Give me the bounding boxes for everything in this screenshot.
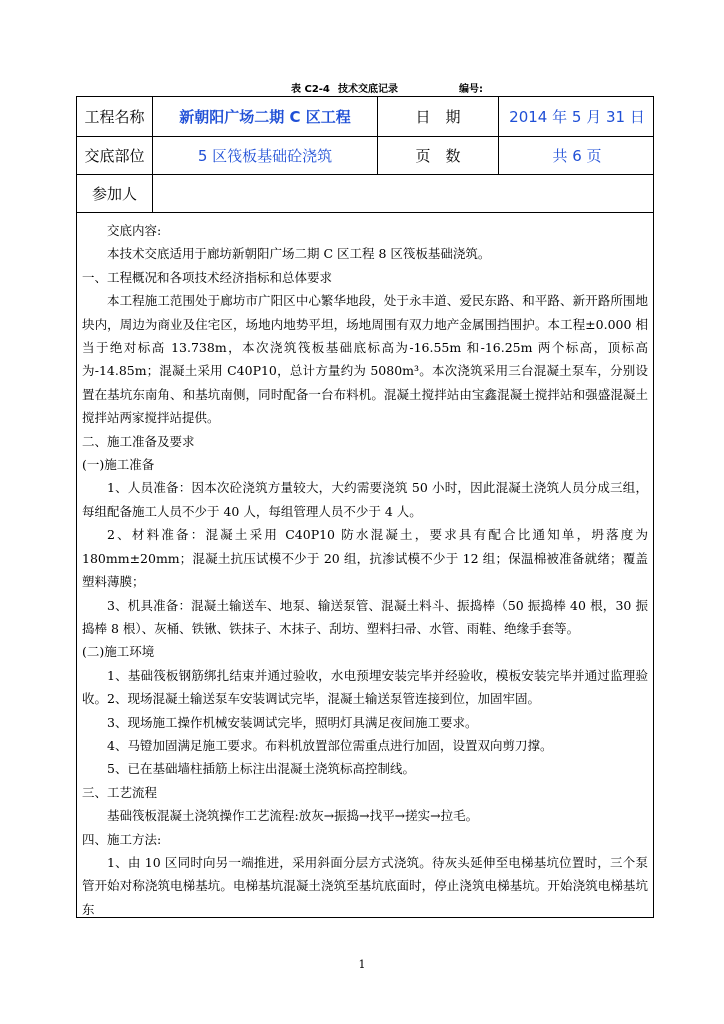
material-prep: 2、材料准备：混凝土采用 C40P10 防水混凝土，要求具有配合比通知单，坍落度为 180mm±20mm；混凝土抗压试模不少于 20 组，抗渗试模不少于 12 组；保温棉被准备就绪；覆盖塑料薄膜； bbox=[82, 527, 648, 590]
equipment-prep: 3、机具准备：混凝土输送车、地泵、输送泵管、混凝土料斗、振捣棒（50 振捣棒 40 根，30 振捣棒 8 根）、灰桶、铁锹、铁抹子、木抹子、刮坊、塑料扫帚、水管、雨鞋、绝缘手套等。 bbox=[82, 597, 648, 636]
environment-item-3: 3、现场施工操作机械安装调试完毕，照明灯具满足夜间施工要求。 bbox=[107, 714, 478, 730]
record-sheet bbox=[76, 96, 654, 918]
project-value: 新朝阳广场二期 C 区工程 bbox=[153, 97, 378, 136]
environment-item-4: 4、马镫加固满足施工要求。布料机放置部位需重点进行加固，设置双向剪刀撑。 bbox=[107, 737, 553, 753]
page-number: 1 bbox=[358, 958, 366, 971]
environment-item-5: 5、已在基础墙柱插筋上标注出混凝土浇筑标高控制线。 bbox=[107, 761, 415, 777]
section-2-title: 二、施工准备及要求 bbox=[82, 433, 195, 449]
pages-value: 共 6 页 bbox=[552, 147, 602, 165]
method-item-1: 1、由 10 区同时向另一端推进，采用斜面分层方式浇筑。待灰头延伸至电梯基坑位置时，三个泵管开始对称浇筑电梯基坑。电梯基坑混凝土浇筑至基坑底面时，停止浇筑电梯基坑。开始浇筑电梯基坑东 bbox=[82, 854, 648, 917]
form-header bbox=[0, 78, 724, 94]
form-title: 技术交底记录 bbox=[338, 84, 398, 95]
project-row bbox=[77, 97, 653, 137]
participants-label: 参加人 bbox=[77, 175, 153, 212]
part-label: 交底部位 bbox=[77, 137, 153, 174]
part-value: 5 区筏板基础砼浇筑 bbox=[153, 137, 378, 174]
section-1-title: 一、工程概况和各项技术经济指标和总体要求 bbox=[82, 269, 333, 285]
participants-value bbox=[153, 175, 654, 212]
pages-label: 页 数 bbox=[378, 137, 499, 174]
disclosure-content bbox=[77, 213, 653, 917]
environment-item-1: 1、基础筏板钢筋绑扎结束并通过验收，水电预埋安装完毕并经验收，模板安装完毕并通过监理验收。2、现场混凝土输送泵车安装调试完毕，混凝土输送泵管连接到位，加固牢固。 bbox=[82, 667, 648, 707]
part-row bbox=[77, 137, 653, 175]
participants-row bbox=[77, 175, 653, 213]
intro-label: 交底内容: bbox=[107, 223, 162, 238]
intro-text: 本技术交底适用于廊坊新朝阳广场二期 C 区工程 8 区筏板基础浇筑。 bbox=[107, 246, 491, 262]
date-label: 日 期 bbox=[378, 97, 499, 136]
form-code: 表 C2-4 bbox=[291, 84, 330, 95]
section-2b-title: (二)施工环境 bbox=[82, 644, 155, 660]
number-label: 编号: bbox=[459, 84, 483, 95]
project-label: 工程名称 bbox=[77, 97, 153, 136]
date-value: 2014 年 5 月 31 日 bbox=[509, 108, 645, 126]
section-4-title: 四、施工方法: bbox=[82, 831, 162, 847]
section-2a-title: (一)施工准备 bbox=[82, 457, 155, 473]
process-flow: 基础筏板混凝土浇筑操作工艺流程:放灰→振捣→找平→搓实→拉毛。 bbox=[107, 808, 479, 824]
personnel-prep: 1、人员准备：因本次砼浇筑方量较大，大约需要浇筑 50 小时，因此混凝土浇筑人员分成三组，每组配备施工人员不少于 40 人，每组管理人员不少于 4 人。 bbox=[82, 480, 648, 519]
section-1-paragraph: 本工程施工范围处于廊坊市广阳区中心繁华地段，处于永丰道、爱民东路、和平路、新开路所围地块内，周边为商业及住宅区，场地内地势平坦，场地周围有双力地产金属围挡围护。本工程±0.000 相当于绝对标高 13.738m，本次浇筑筏板基础底标高为-16.55m 和-16.25m 两个标高，顶标高为-14.85m；混凝土采用 C40P10，总计方量约为 5080m³。本次浇筑采用三台混凝土泵车，分别设置在基坑东南角、和基坑南侧，同时配备一台布料机。混凝土搅拌站由宝鑫混凝土搅拌站和强盛混凝土搅拌站两家搅拌站提供。 bbox=[82, 293, 648, 426]
section-3-title: 三、工艺流程 bbox=[82, 784, 158, 800]
